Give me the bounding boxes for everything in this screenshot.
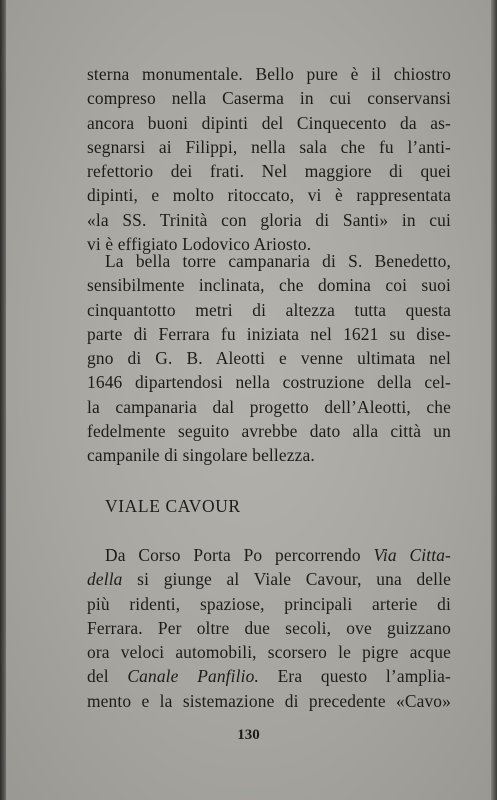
text-line: [87, 664, 451, 688]
text-line: compreso nella Caserma in cui conservansi: [87, 88, 451, 109]
page-number: 130: [237, 727, 260, 743]
italic-place-name: della: [87, 569, 123, 590]
text-line: La bella torre campanaria di S. Benedetto,: [105, 251, 451, 271]
text-line: la campanaria dal progetto dell’Aleotti, che: [87, 396, 451, 417]
page-edge-left: [0, 0, 6, 800]
text-line: refettorio dei frati. Nel maggiore di quei: [87, 161, 451, 182]
text-line: parte di Ferrara fu iniziata nel 1621 su dise-: [87, 323, 451, 344]
text-line: ora veloci automobili, scorsero le pigre acque: [87, 642, 451, 663]
text-line: ancora buoni dipinti del Cinquecento da as-: [87, 112, 451, 133]
italic-place-name: Via Citta-: [373, 545, 451, 565]
text-line: mento e la sistemazione di precedente «Cavo»: [87, 690, 451, 711]
text-run: Era questo l’amplia-: [258, 666, 451, 687]
text-line: [87, 543, 451, 567]
text-run: del: [87, 666, 128, 687]
text-line: Ferrara. Per oltre due secoli, ove guizzano: [87, 617, 451, 638]
text-line: vi è effigiato Lodovico Ariosto.: [87, 234, 312, 255]
italic-canal-name: Canale Panfilio.: [127, 666, 259, 687]
section-heading: VIALE CAVOUR: [105, 496, 241, 516]
text-run: Da Corso Porta Po percorrendo: [105, 545, 374, 565]
text-line: dipinti, e molto ritoccato, vi è rappresentata: [87, 185, 451, 206]
paragraph-torre-campanaria: [87, 249, 451, 468]
text-line: «la SS. Trinità con gloria di Santi» in cui: [87, 209, 451, 230]
text-line: [87, 567, 451, 591]
text-line: sterna monumentale. Bello pure è il chiostro: [87, 64, 451, 84]
text-line: gno di G. B. Aleotti e venne ultimata nel: [87, 348, 451, 369]
text-line: campanile di singolare bellezza.: [87, 445, 315, 466]
paragraph-viale-cavour: [87, 543, 451, 713]
text-line: sensibilmente inclinata, che domina coi suoi: [87, 275, 451, 296]
text-line: fedelmente seguito avrebbe dato alla città un: [87, 421, 451, 442]
text-line: 1646 dipartendosi nella costruzione della cel-: [87, 372, 451, 393]
text-line: segnarsi ai Filippi, nella sala che fu l’anti-: [87, 136, 451, 157]
text-run: si giunge al Viale Cavour, una delle: [122, 569, 451, 590]
page-edge-right: [491, 0, 497, 800]
text-line: più ridenti, spaziose, principali arterie di: [87, 593, 451, 614]
paragraph-chiostro: [87, 62, 451, 256]
text-line: cinquantotto metri di altezza tutta questa: [87, 299, 451, 320]
